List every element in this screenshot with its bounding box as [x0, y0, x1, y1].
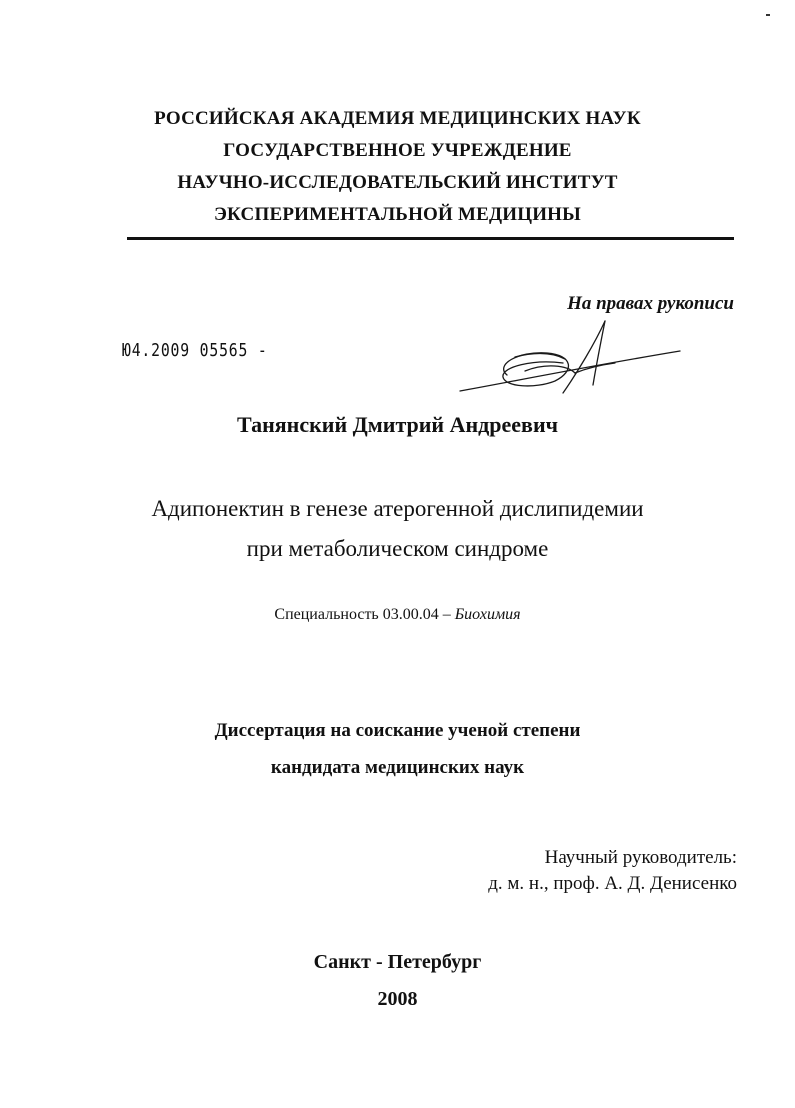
title-line-2: при метаболическом синдроме [246, 536, 549, 561]
city: Санкт - Петербург [313, 951, 482, 973]
signature [455, 313, 685, 399]
advisor-block [488, 845, 737, 897]
advisor-label: Научный руководитель: [544, 847, 737, 868]
header-institute-field: ЭКСПЕРИМЕНТАЛЬНОЙ МЕДИЦИНЫ [213, 204, 582, 225]
specialty [0, 606, 795, 624]
year: 2008 [377, 988, 418, 1010]
advisor-name: д. м. н., проф. А. Д. Денисенко [488, 873, 737, 894]
specialty-code: Специальность 03.00.04 – [274, 606, 455, 623]
header-institution-type: ГОСУДАРСТВЕННОЕ УЧРЕЖДЕНИЕ [223, 140, 572, 161]
dissertation-line-2: кандидата медицинских наук [270, 757, 525, 778]
header-divider [127, 237, 734, 240]
author-name: Танянский Дмитрий Андреевич [236, 412, 559, 437]
manuscript-note: На правах рукописи [567, 293, 734, 314]
dissertation-line-1: Диссертация на соискание ученой степени [214, 720, 581, 741]
registry-stamp: Ю4.2009 05565 - [122, 340, 268, 361]
scan-speck [766, 14, 770, 16]
header-academy: РОССИЙСКАЯ АКАДЕМИЯ МЕДИЦИНСКИХ НАУК [154, 108, 641, 129]
title-line-1: Адипонектин в генезе атерогенной дислипидемии [151, 496, 644, 521]
specialty-name: Биохимия [454, 606, 521, 623]
header-institute: НАУЧНО-ИССЛЕДОВАТЕЛЬСКИЙ ИНСТИТУТ [177, 172, 618, 193]
